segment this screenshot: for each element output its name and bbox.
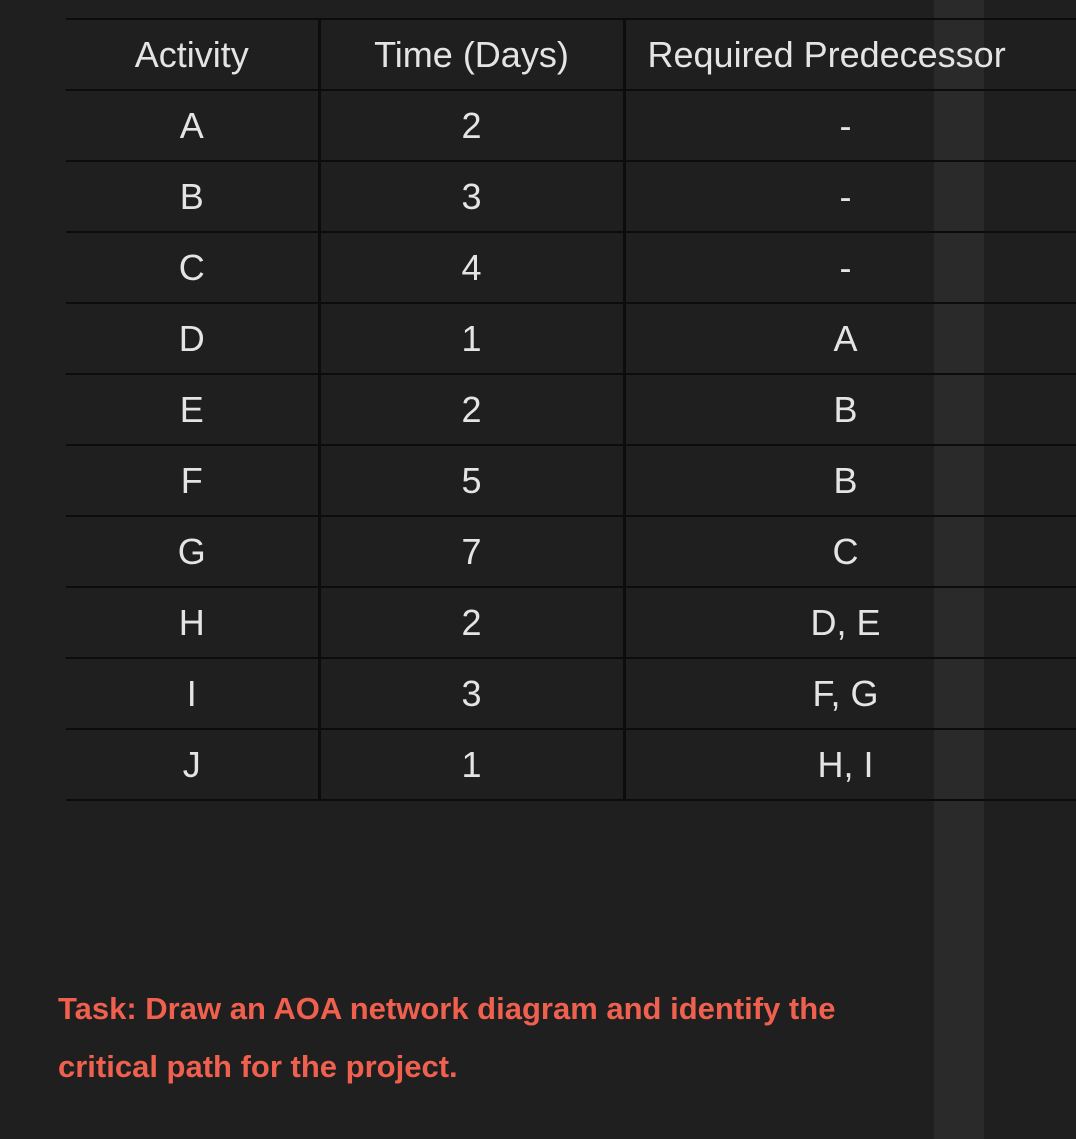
activity-table-container: [66, 18, 1006, 801]
cell-time: 7: [319, 516, 624, 587]
cell-predecessor: [624, 232, 1076, 303]
cell-predecessor: [624, 303, 1076, 374]
cell-predecessor: [624, 658, 1076, 729]
predecessor-text: C: [832, 530, 859, 572]
cell-time: 2: [319, 374, 624, 445]
predecessor-text: -: [839, 246, 852, 288]
table-row: [66, 658, 1076, 729]
cell-predecessor: [624, 587, 1076, 658]
cell-activity: J: [66, 729, 319, 800]
cell-predecessor: [624, 729, 1076, 800]
header-predecessor: Required Predecessor: [624, 19, 1076, 90]
predecessor-text: -: [839, 104, 852, 146]
activity-table: [66, 18, 1076, 801]
cell-time: 5: [319, 445, 624, 516]
table-row: [66, 303, 1076, 374]
header-time: Time (Days): [319, 19, 624, 90]
cell-predecessor: [624, 516, 1076, 587]
cell-activity: H: [66, 587, 319, 658]
table-row: [66, 445, 1076, 516]
cell-time: 1: [319, 729, 624, 800]
predecessor-text: H, I: [817, 743, 874, 785]
task-line-1: Task: Draw an AOA network diagram and identify the: [58, 991, 836, 1026]
cell-time: 2: [319, 90, 624, 161]
cell-activity: A: [66, 90, 319, 161]
task-line-2: critical path for the project.: [58, 1049, 458, 1084]
table-row: [66, 90, 1076, 161]
cell-activity: F: [66, 445, 319, 516]
predecessor-text: D, E: [810, 601, 881, 643]
table-row: [66, 587, 1076, 658]
cell-time: 1: [319, 303, 624, 374]
table-row: [66, 232, 1076, 303]
header-activity: Activity: [66, 19, 319, 90]
table-row: [66, 161, 1076, 232]
cell-activity: E: [66, 374, 319, 445]
cell-time: 3: [319, 161, 624, 232]
cell-predecessor: [624, 90, 1076, 161]
table-row: [66, 729, 1076, 800]
table-row: [66, 516, 1076, 587]
predecessor-text: F, G: [812, 672, 879, 714]
cell-time: 4: [319, 232, 624, 303]
cell-activity: D: [66, 303, 319, 374]
predecessor-text: A: [833, 317, 858, 359]
predecessor-text: -: [839, 175, 852, 217]
predecessor-text: B: [833, 388, 858, 430]
cell-activity: I: [66, 658, 319, 729]
cell-predecessor: [624, 445, 1076, 516]
cell-activity: C: [66, 232, 319, 303]
task-instructions: [58, 980, 918, 1096]
cell-time: 3: [319, 658, 624, 729]
table-header-row: [66, 19, 1076, 90]
cell-activity: G: [66, 516, 319, 587]
cell-time: 2: [319, 587, 624, 658]
table-row: [66, 374, 1076, 445]
cell-activity: B: [66, 161, 319, 232]
cell-predecessor: [624, 374, 1076, 445]
predecessor-text: B: [833, 459, 858, 501]
cell-predecessor: [624, 161, 1076, 232]
